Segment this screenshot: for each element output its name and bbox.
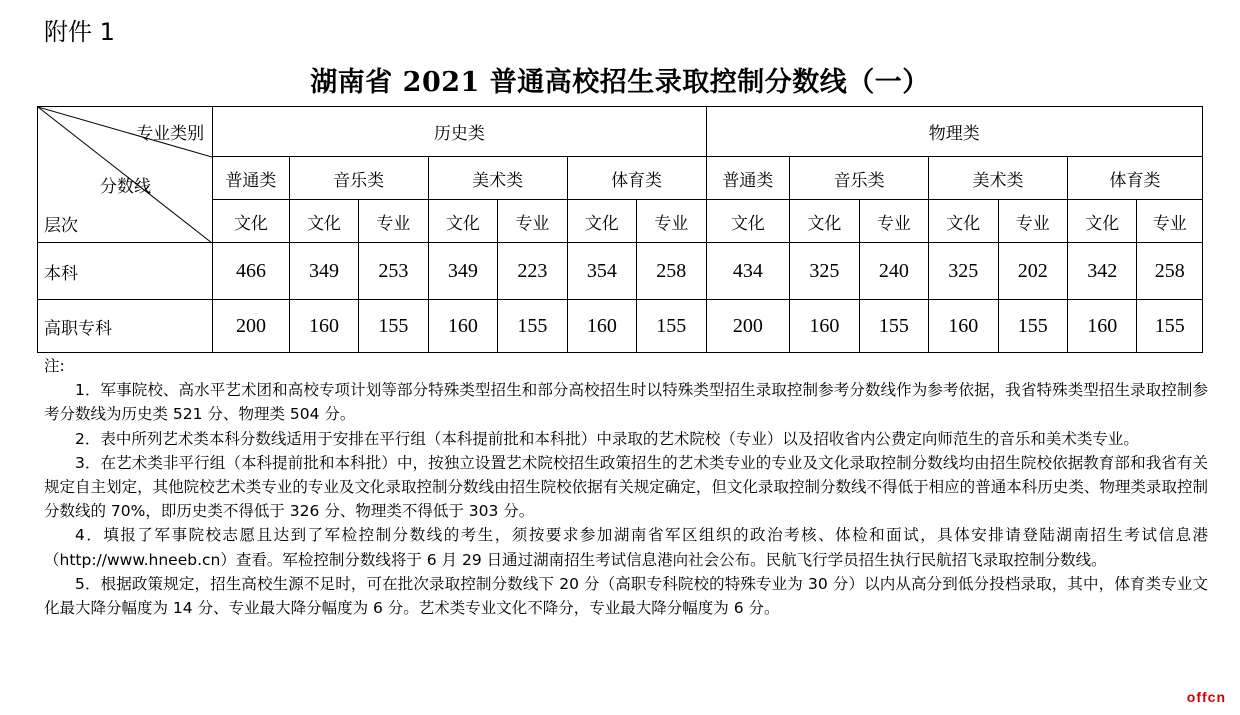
watermark-logo: offcn [1186,689,1226,705]
category-music-history: 音乐类 [289,157,428,200]
notes-section [44,354,1208,620]
score-cell: 349 [289,243,358,300]
score-cell: 349 [428,243,497,300]
score-cell: 466 [213,243,290,300]
group-physics: 物理类 [706,107,1202,157]
sub-culture: 文化 [213,200,290,243]
row-label: 本科 [38,243,213,300]
sub-major: 专业 [859,200,928,243]
sub-culture: 文化 [567,200,636,243]
category-sports-physics: 体育类 [1068,157,1203,200]
score-table [37,106,1203,353]
sub-culture: 文化 [790,200,859,243]
category-general-history: 普通类 [213,157,290,200]
document-title: 湖南省 2021 普通高校招生录取控制分数线（一） [310,67,930,98]
score-cell: 258 [637,243,707,300]
sub-culture: 文化 [289,200,358,243]
score-cell: 155 [998,300,1067,353]
row-label: 高职专科 [38,300,213,353]
sub-culture: 文化 [428,200,497,243]
sub-culture: 文化 [1068,200,1137,243]
score-cell: 160 [289,300,358,353]
table-row-undergraduate [38,243,1203,300]
score-cell: 325 [929,243,998,300]
sub-culture: 文化 [706,200,790,243]
score-cell: 155 [859,300,928,353]
notes-heading: 注: [44,357,65,375]
category-art-history: 美术类 [428,157,567,200]
score-cell: 253 [359,243,428,300]
score-cell: 354 [567,243,636,300]
note-item-2: 2．表中所列艺术类本科分数线适用于安排在平行组（本科提前批和本科批）中录取的艺术院校（专业）以及招收省内公费定向师范生的音乐和美术类专业。 [75,429,1139,448]
category-art-physics: 美术类 [929,157,1068,200]
score-cell: 160 [1068,300,1137,353]
header-level: 层次 [44,216,78,236]
score-cell: 342 [1068,243,1137,300]
sub-major: 专业 [998,200,1067,243]
attachment-label: 附件 1 [44,18,115,46]
score-cell: 160 [929,300,998,353]
score-cell: 200 [213,300,290,353]
note-item-4: 4．填报了军事院校志愿且达到了军检控制分数线的考生，须按要求参加湖南省军区组织的政治考核、体检和面试，具体安排请登陆湖南招生考试信息港（http://www.hneeb.cn）查看。军检控制分数线将于 6 月 29 日通过湖南招生考试信息港向社会公布。民航飞行学员招生执行民航招飞录取控制分数线。 [44,526,1208,569]
category-sports-history: 体育类 [567,157,706,200]
score-cell: 155 [359,300,428,353]
sub-major: 专业 [1137,200,1203,243]
score-cell: 325 [790,243,859,300]
score-cell: 202 [998,243,1067,300]
sub-major: 专业 [359,200,428,243]
score-cell: 200 [706,300,790,353]
note-item-5: 5．根据政策规定，招生高校生源不足时，可在批次录取控制分数线下 20 分（高职专科院校的特殊专业为 30 分）以内从高分到低分投档录取，其中，体育类专业文化最大降分幅度为 14 分、专业最大降分幅度为 6 分。艺术类专业文化不降分，专业最大降分幅度为 6 分。 [44,574,1208,618]
table-row-vocational [38,300,1203,353]
sub-culture: 文化 [929,200,998,243]
score-cell: 160 [567,300,636,353]
sub-major: 专业 [498,200,567,243]
category-general-physics: 普通类 [706,157,790,200]
score-cell: 258 [1137,243,1203,300]
diagonal-header-cell [38,107,213,243]
score-cell: 223 [498,243,567,300]
group-history: 历史类 [213,107,706,157]
sub-major: 专业 [637,200,707,243]
score-cell: 155 [498,300,567,353]
score-cell: 155 [1137,300,1203,353]
score-cell: 160 [428,300,497,353]
note-item-3: 3．在艺术类非平行组（本科提前批和本科批）中，按独立设置艺术院校招生政策招生的艺术类专业的专业及文化录取控制分数线均由招生院校依据教育部和我省有关规定自主划定，其他院校艺术类专业的专业及文化录取控制分数线由招生院校依据有关规定确定，但文化录取控制分数线不得低于相应的普通本科历史类、物理类录取控制分数线的 70%，即历史类不得低于 326 分、物理类不得低于 303 分。 [44,453,1208,521]
header-score-line: 分数线 [100,177,151,197]
score-cell: 160 [790,300,859,353]
score-cell: 240 [859,243,928,300]
score-cell: 434 [706,243,790,300]
header-major-category: 专业类别 [136,124,205,144]
note-item-1: 1．军事院校、高水平艺术团和高校专项计划等部分特殊类型招生和部分高校招生时以特殊类型招生录取控制参考分数线作为参考依据，我省特殊类型招生录取控制参考分数线为历史类 521 分、物理类 504 分。 [44,381,1208,424]
score-cell: 155 [637,300,707,353]
category-music-physics: 音乐类 [790,157,929,200]
